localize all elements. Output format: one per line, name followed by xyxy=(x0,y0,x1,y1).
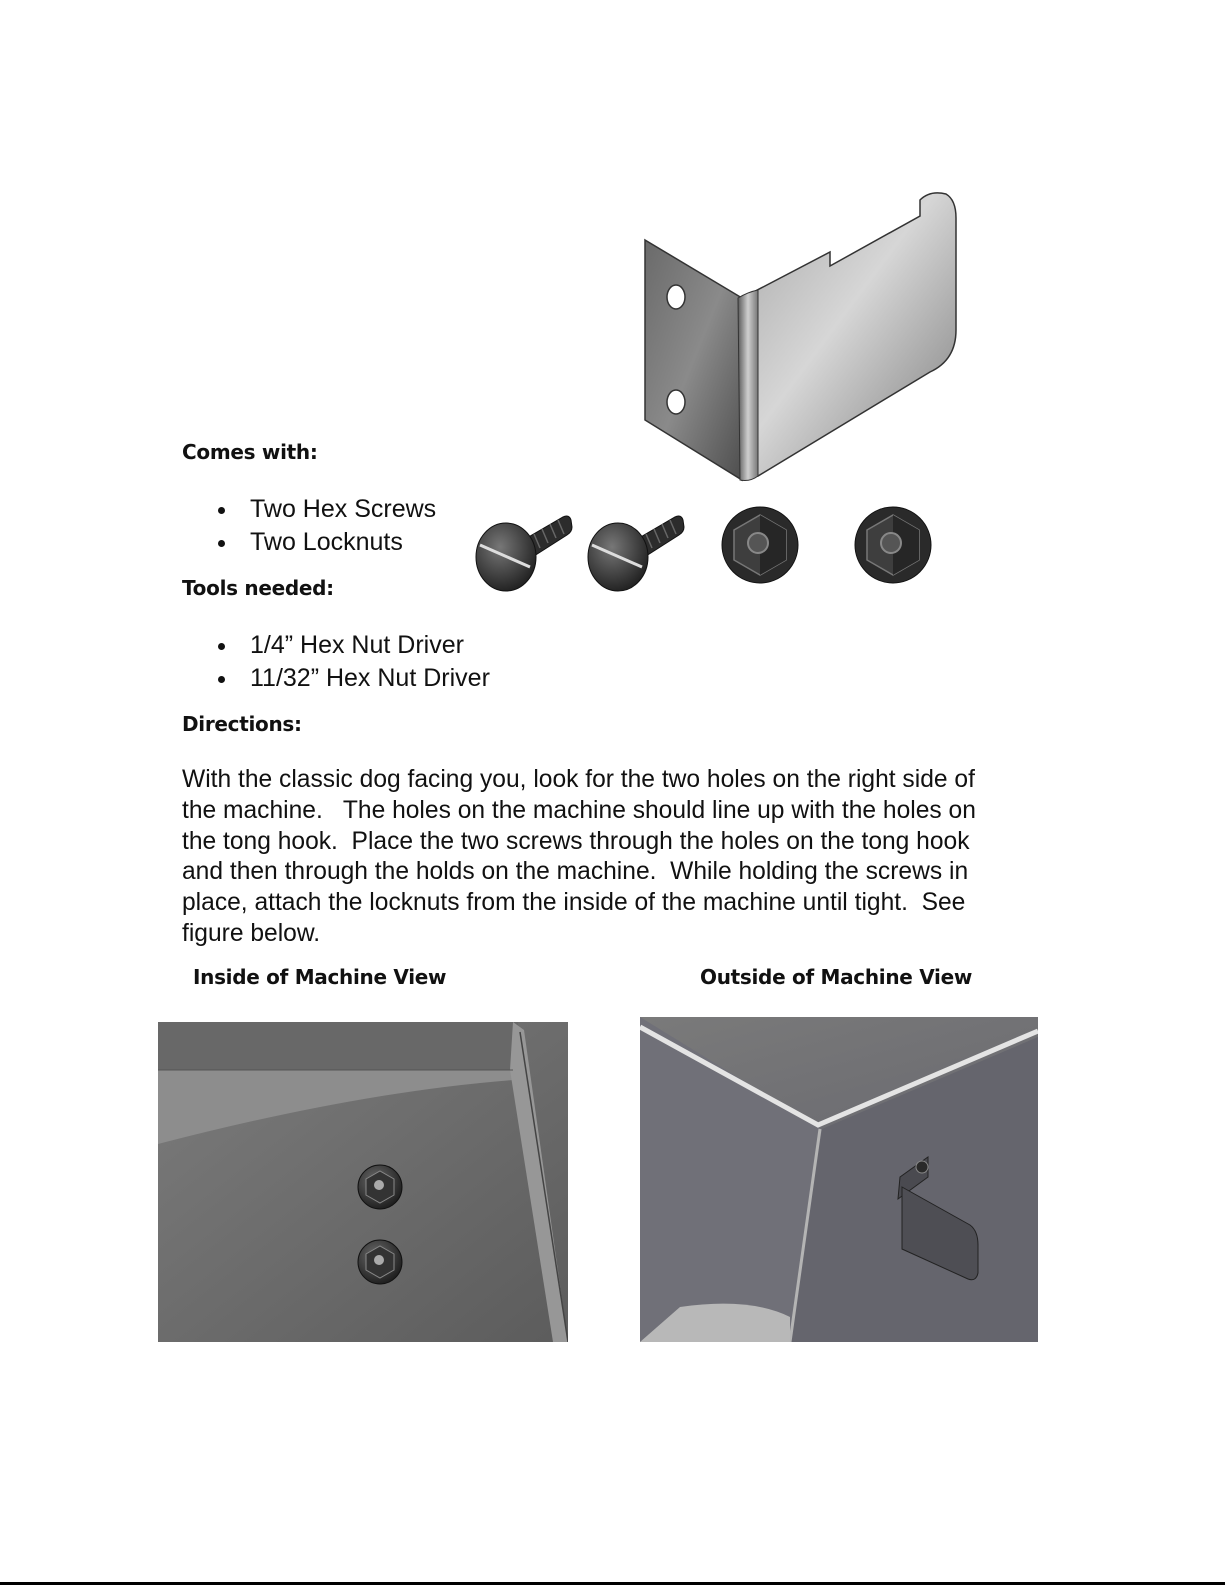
list-item: 1/4” Hex Nut Driver xyxy=(182,629,490,662)
list-item: 11/32” Hex Nut Driver xyxy=(182,662,490,695)
comes-with-list xyxy=(182,493,436,559)
list-item: Two Hex Screws xyxy=(182,493,436,526)
paragraph-line: and then through the holds on the machine. While holding the screws in xyxy=(182,858,969,886)
inside-view-caption: Inside of Machine View xyxy=(193,965,447,989)
tong-hook-bracket-illustration xyxy=(630,180,970,485)
list-item: Two Locknuts xyxy=(182,526,436,559)
paragraph-line: place, attach the locknuts from the inside of the machine until tight. See xyxy=(182,889,966,917)
paragraph-line: With the classic dog facing you, look for the two holes on the right side of xyxy=(182,766,975,793)
tools-needed-heading: Tools needed: xyxy=(182,576,334,600)
comes-with-heading: Comes with: xyxy=(182,440,318,464)
hardware-illustration xyxy=(468,505,948,595)
outside-view-caption: Outside of Machine View xyxy=(700,965,973,989)
paragraph-line: the tong hook. Place the two screws through the holes on the tong hook xyxy=(182,827,970,855)
directions-heading: Directions: xyxy=(182,712,302,736)
paragraph-line: the machine. The holes on the machine should line up with the holes on xyxy=(182,796,976,824)
hex-screw-icon xyxy=(588,516,684,591)
locknut-icon xyxy=(855,507,931,583)
outside-machine-view-image xyxy=(640,1017,1038,1342)
paragraph-line: figure below. xyxy=(182,919,321,947)
directions-paragraph xyxy=(182,765,1062,950)
hex-screw-icon xyxy=(476,516,572,591)
tools-needed-list xyxy=(182,629,490,695)
locknut-icon xyxy=(722,507,798,583)
inside-machine-view-image xyxy=(158,1022,568,1342)
